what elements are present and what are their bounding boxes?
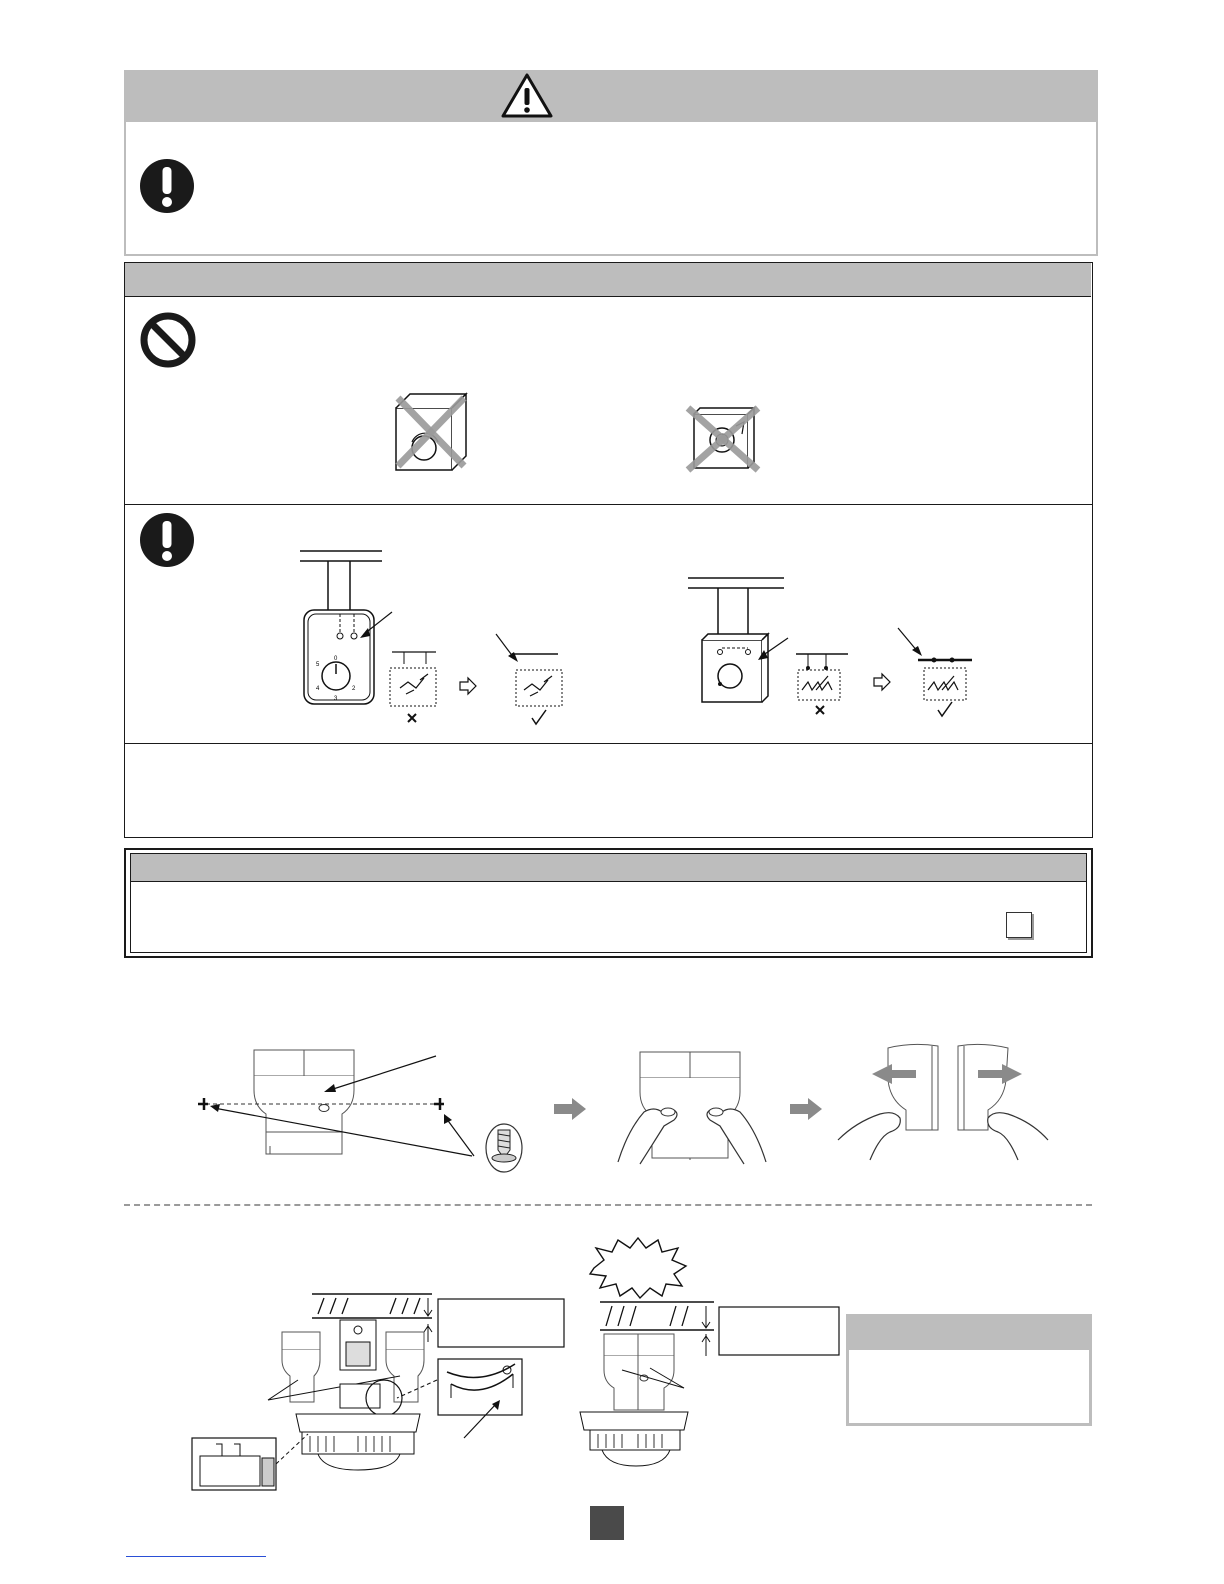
mandatory-exclamation-icon bbox=[139, 512, 195, 568]
svg-text:3: 3 bbox=[334, 696, 338, 702]
pointer-line bbox=[460, 1398, 504, 1440]
footer-link-underline[interactable] bbox=[126, 1556, 266, 1557]
warning-triangle-icon bbox=[500, 72, 554, 120]
ceiling-spacing-label-box bbox=[437, 1298, 565, 1348]
svg-text:5: 5 bbox=[316, 662, 320, 668]
rotary-dimmer-crossed-illustration bbox=[684, 404, 764, 474]
separating-cover-halves-illustration bbox=[836, 1040, 1052, 1164]
caution-header bbox=[125, 263, 1091, 297]
info-box-header bbox=[846, 1314, 1092, 1350]
svg-text:0: 0 bbox=[334, 656, 338, 662]
cover-with-screws-illustration bbox=[196, 1046, 526, 1176]
caution-box bbox=[124, 262, 1093, 838]
section-divider bbox=[125, 743, 1092, 744]
section-divider bbox=[125, 504, 1092, 505]
starburst-callout bbox=[586, 1236, 690, 1300]
hands-holding-cover-illustration bbox=[614, 1050, 770, 1166]
page-number bbox=[590, 1506, 624, 1540]
wall-dimmer-wiring-illustration bbox=[296, 548, 586, 728]
rotary-dimmer-wiring-illustration bbox=[686, 574, 976, 724]
svg-text:2: 2 bbox=[352, 686, 356, 692]
svg-text:4: 4 bbox=[316, 686, 320, 692]
dashed-separator bbox=[124, 1204, 1092, 1206]
square-checkbox-icon[interactable] bbox=[1006, 912, 1032, 938]
dimmer-switch-crossed-illustration bbox=[390, 390, 476, 472]
mandatory-exclamation-icon bbox=[139, 158, 195, 214]
prohibition-icon bbox=[139, 311, 197, 369]
warning-box bbox=[124, 70, 1098, 256]
ceiling-mount-assembled-illustration bbox=[574, 1298, 724, 1478]
ceiling-spacing-label-box bbox=[718, 1306, 840, 1356]
right-arrow-icon bbox=[552, 1096, 588, 1122]
note-header bbox=[131, 854, 1086, 882]
warning-header bbox=[126, 72, 1096, 122]
right-arrow-icon bbox=[788, 1096, 824, 1122]
